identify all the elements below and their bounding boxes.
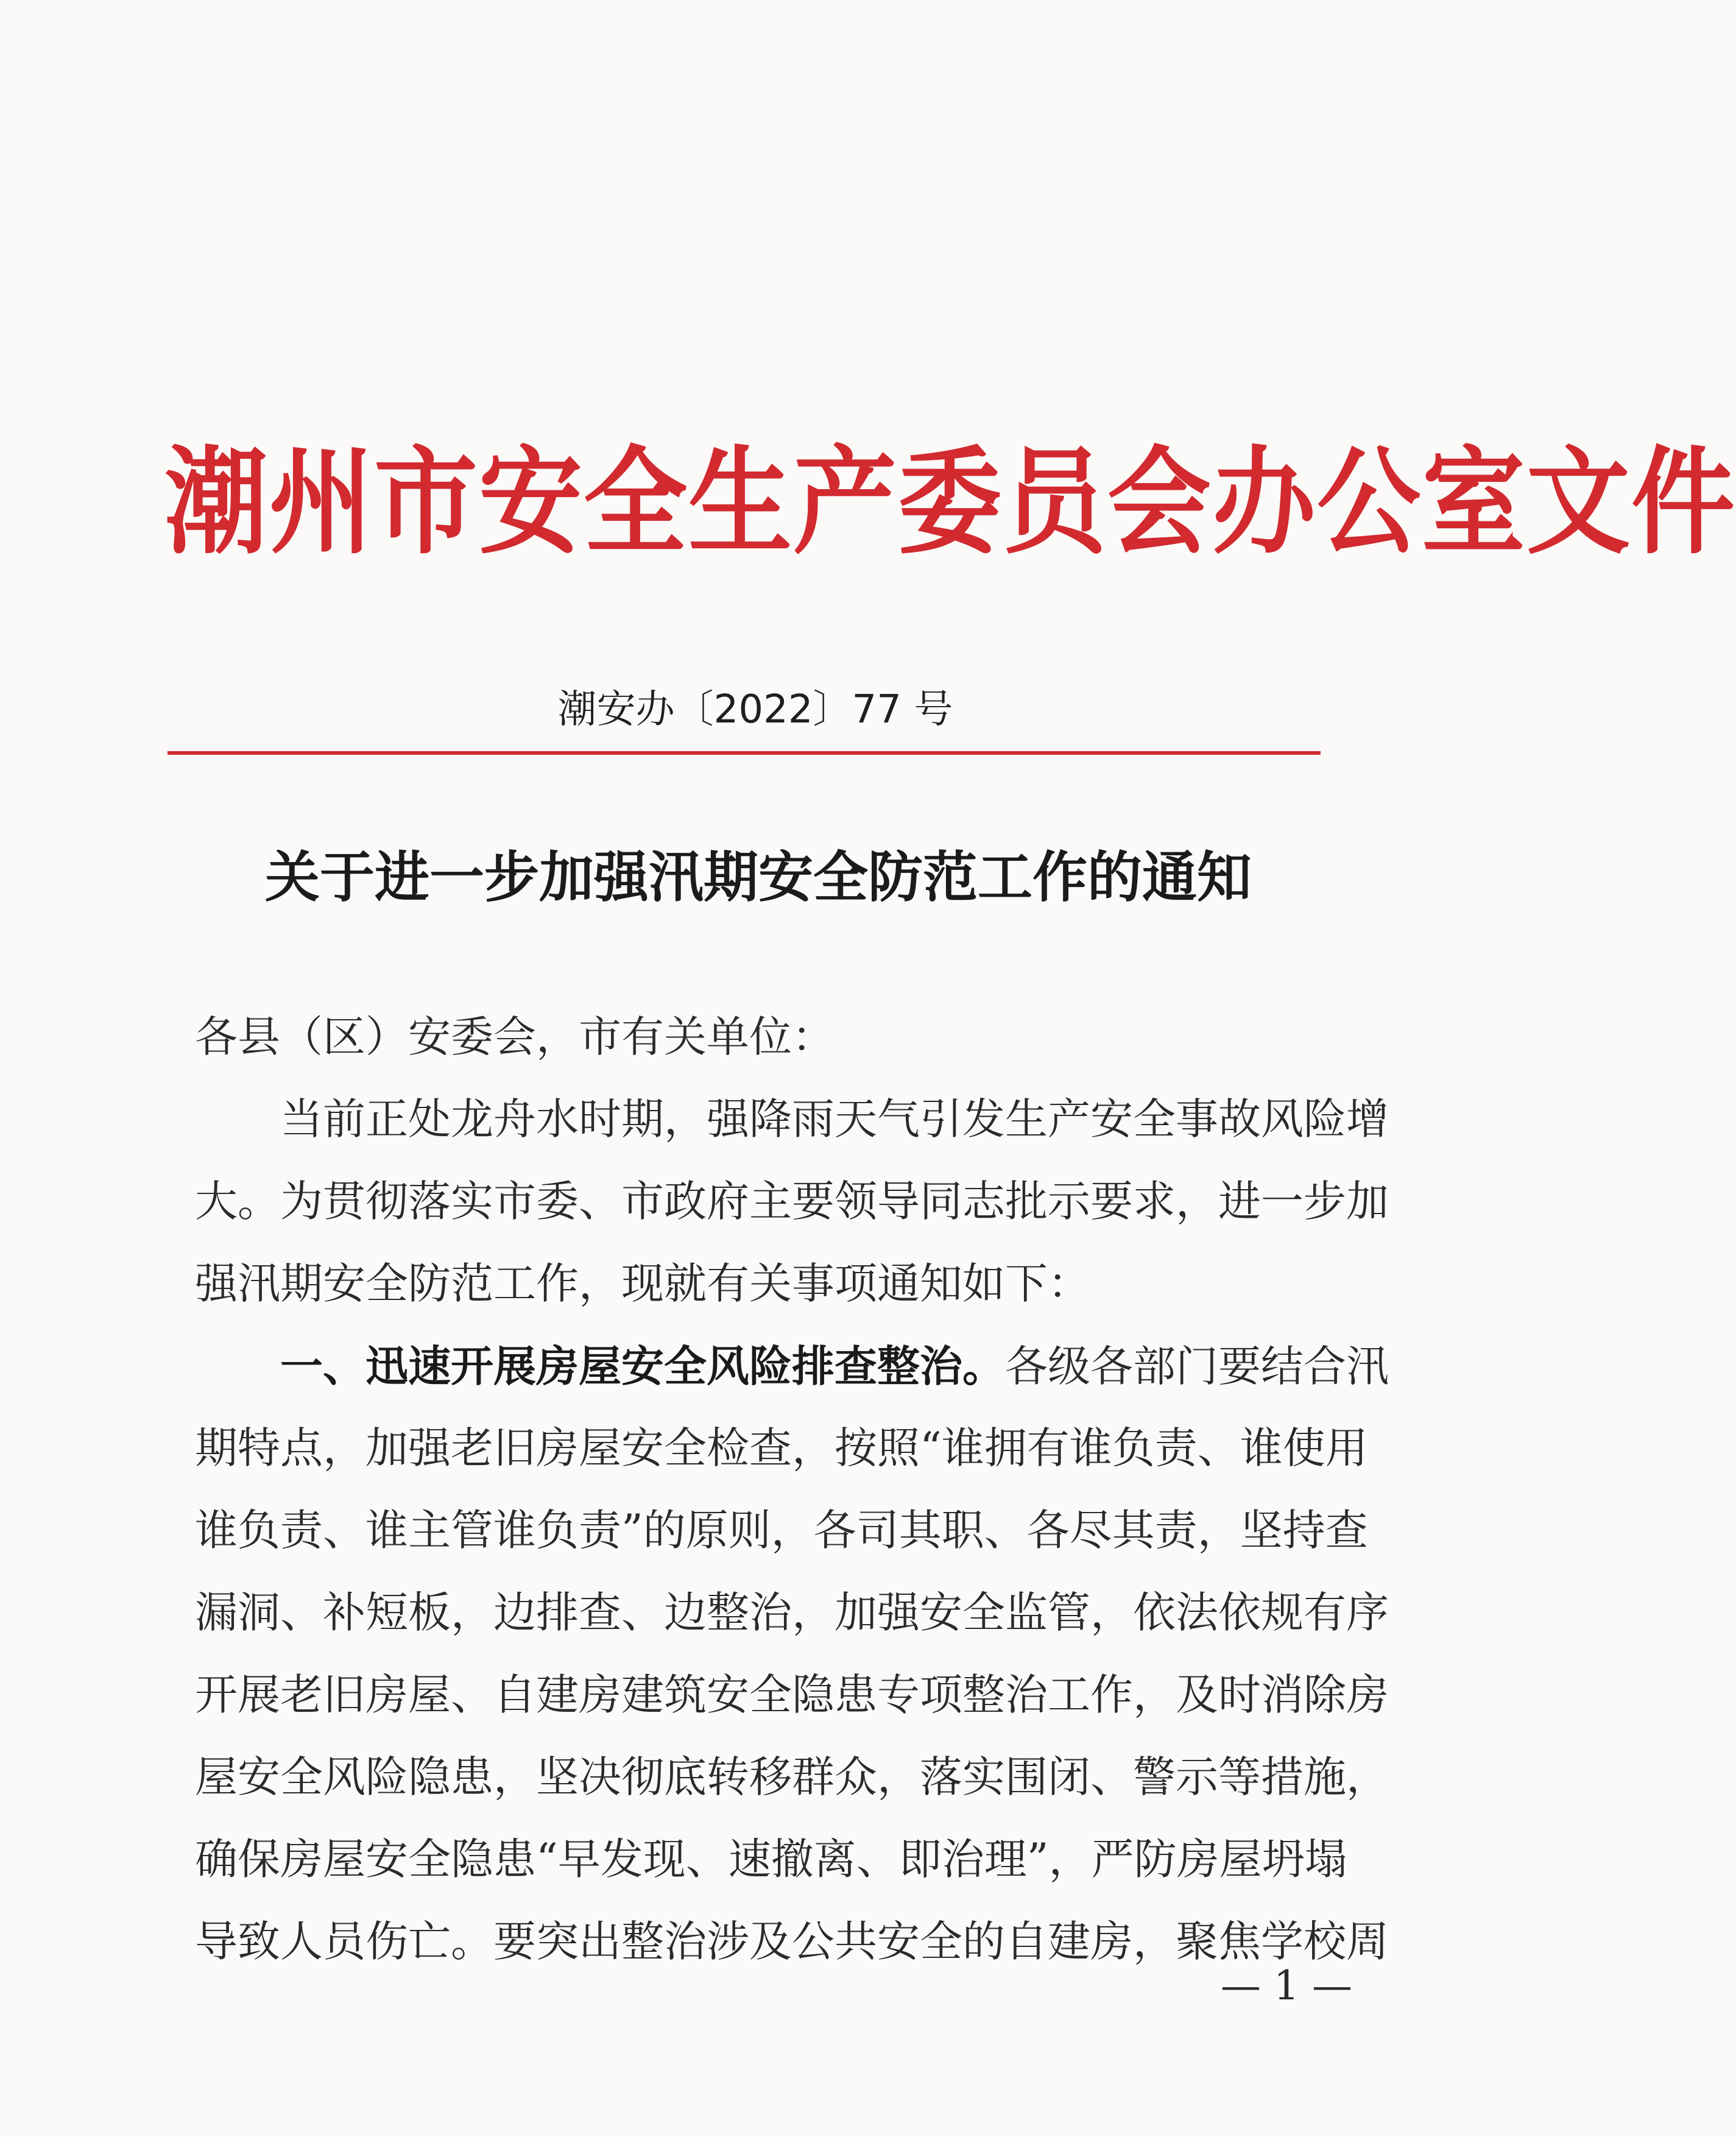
page-number: — 1 —	[1221, 1962, 1352, 2009]
paragraph-2-line-1-rest: 各级各部门要结合汛	[1005, 1341, 1389, 1391]
paragraph-2-line-1	[195, 1325, 1389, 1407]
notice-body	[195, 996, 1389, 1983]
paragraph-2-line-7: 确保房屋安全隐患“早发现、速撤离、即治理”，严防房屋坍塌	[195, 1834, 1347, 1884]
paragraph-2-line-4: 漏洞、补短板，边排查、边整治，加强安全监管，依法依规有序	[195, 1588, 1389, 1637]
masthead-title: 潮州市安全生产委员会办公室文件	[164, 434, 1736, 571]
paragraph-1-line-1: 当前正处龙舟水时期，强降雨天气引发生产安全事故风险增	[280, 1094, 1389, 1144]
paragraph-1-line-3: 强汛期安全防范工作，现就有关事项通知如下：	[195, 1259, 1090, 1309]
notice-title: 关于进一步加强汛期安全防范工作的通知	[265, 845, 1252, 910]
paragraph-2-line-2: 期特点，加强老旧房屋安全检查，按照“谁拥有谁负责、谁使用	[195, 1423, 1368, 1473]
paragraph-2-line-5: 开展老旧房屋、自建房建筑安全隐患专项整治工作，及时消除房	[195, 1670, 1389, 1720]
red-divider-line	[168, 751, 1321, 755]
document-number: 潮安办〔2022〕77 号	[557, 687, 953, 732]
salutation: 各县（区）安委会，市有关单位：	[195, 1012, 834, 1062]
paragraph-2-line-6: 屋安全风险隐患，坚决彻底转移群众，落实围闭、警示等措施，	[195, 1752, 1389, 1802]
section-heading-1: 一、迅速开展房屋安全风险排查整治。	[280, 1341, 1005, 1391]
paragraph-1-line-2: 大。为贯彻落实市委、市政府主要领导同志批示要求，进一步加	[195, 1176, 1389, 1226]
paragraph-2-line-3: 谁负责、谁主管谁负责”的原则，各司其职、各尽其责，坚持查	[195, 1505, 1368, 1555]
paragraph-2-line-8: 导致人员伤亡。要突出整治涉及公共安全的自建房，聚焦学校周	[195, 1916, 1389, 1966]
